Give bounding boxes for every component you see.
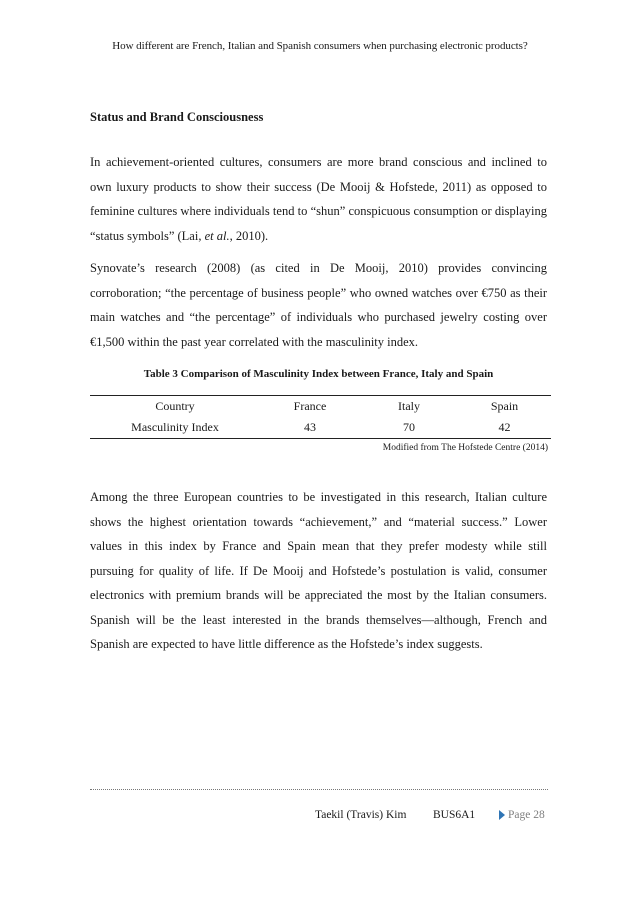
masculinity-index-table — [90, 395, 551, 439]
paragraph-synovate-research: Synovate’s research (2008) (as cited in De Mooij, 2010) provides convincing corroboration; “the percentage of business people” who owned watches over €750 as their main watches and “the percentage” of individuals who purchased jewelry costing over €1,500 within the past year correlated with the masculinity index. — [90, 261, 547, 349]
table-source-note: Modified from The Hofstede Centre (2014) — [382, 443, 548, 453]
column-header-spain: Spain — [490, 399, 519, 413]
row-label-masculinity-index: Masculinity Index — [131, 420, 219, 434]
triangle-right-icon — [499, 810, 505, 820]
footer-author: Taekil (Travis) Kim — [315, 809, 407, 821]
page-footer — [90, 809, 548, 827]
paragraph-text: In achievement-oriented cultures, consumers are more brand conscious and inclined to own luxury products to show their success (De Mooij & Hofstede, 2011) as opposed to feminine cultures where individuals tend to “shun” conspicuous consumption or displaying “status symbols” (Lai, — [90, 155, 547, 243]
section-title: Status and Brand Consciousness — [90, 110, 264, 124]
cell-france-value: 43 — [304, 420, 316, 434]
running-header: How different are French, Italian and Spanish consumers when purchasing electronic products? — [112, 40, 528, 52]
cell-spain-value: 42 — [498, 420, 511, 434]
masculinity-table-container — [90, 395, 551, 439]
paragraph-brand-consciousness — [90, 150, 547, 248]
column-header-country: Country — [155, 399, 195, 413]
table-caption: Table 3 Comparison of Masculinity Index between France, Italy and Spain — [143, 368, 494, 380]
paragraph-analysis: Among the three European countries to be investigated in this research, Italian culture shows the highest orientation towards “achievement,” and “material success.” Lower values in this index by France and Spain mean that they prefer modesty while still pursuing for quality of life. If De Mooij and Hofstede’s postulation is valid, consumer electronics with premium brands will be appreciated the most by the Italian consumers. Spanish will be the least interested in the brands themselves—although, French and Spanish are expected to have little difference as the Hofstede’s index suggests. — [90, 490, 547, 651]
page-number: 28 — [533, 809, 545, 821]
footer-course-code: BUS6A1 — [433, 809, 476, 821]
paragraph-text: , 2010). — [229, 228, 269, 243]
column-header-france: France — [293, 399, 327, 413]
page-word: Page — [508, 809, 531, 821]
column-header-italy: Italy — [398, 399, 420, 413]
table-row — [90, 417, 551, 439]
footer-divider — [90, 789, 548, 790]
table-header-row — [90, 396, 551, 418]
citation-et-al: et al. — [204, 228, 230, 243]
footer-page-label — [508, 809, 545, 821]
cell-italy-value: 70 — [403, 420, 415, 434]
